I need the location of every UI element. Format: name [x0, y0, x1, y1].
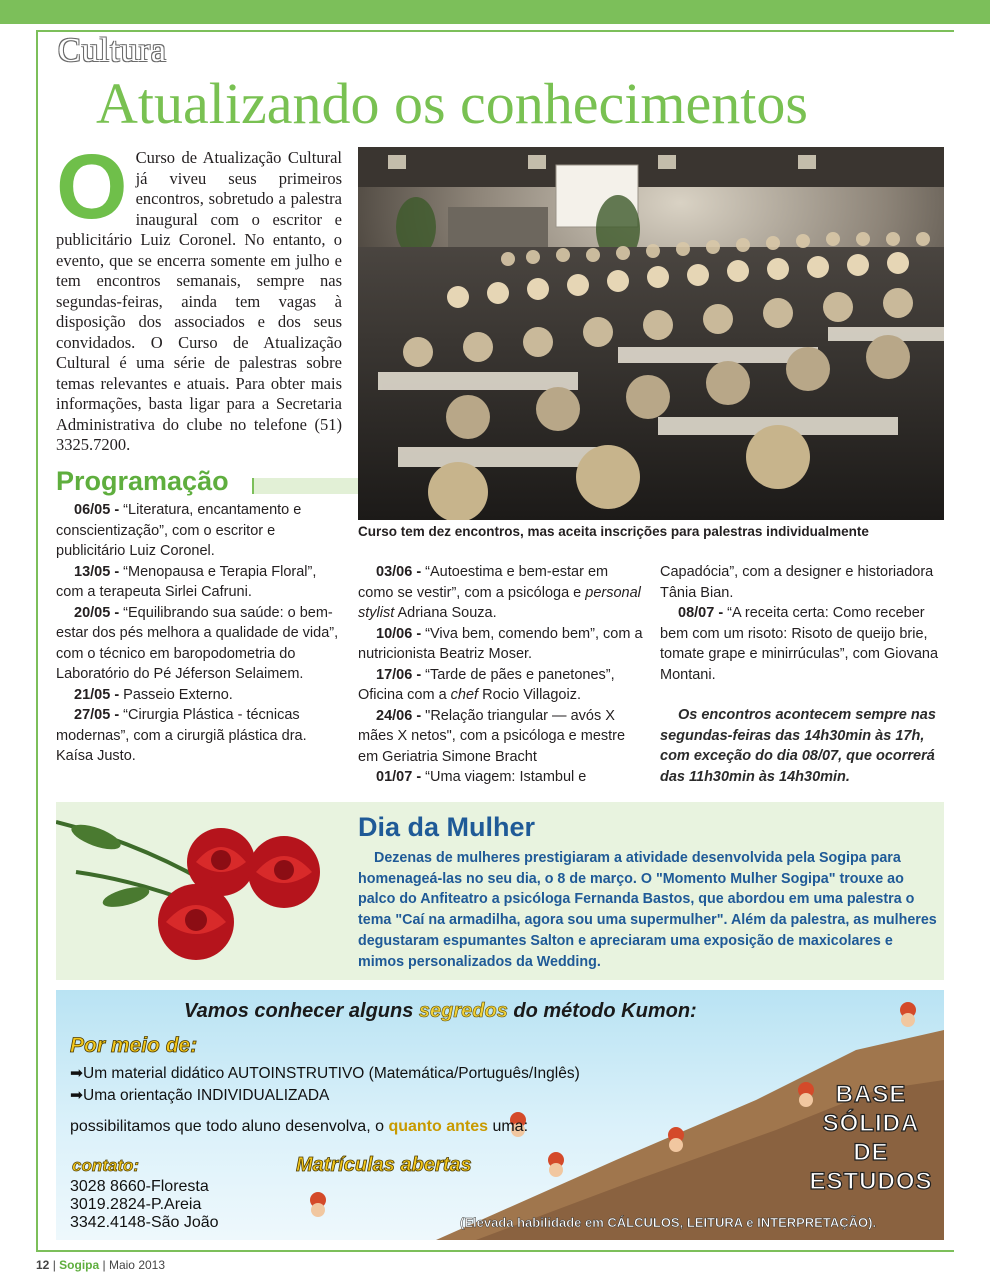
photo-caption: Curso tem dez encontros, mas aceita inscrições para palestras individualmente [358, 524, 869, 539]
schedule-item: 10/06 - “Viva bem, comendo bem”, com a nutricionista Beatriz Moser. [358, 625, 643, 662]
schedule-item: 08/07 - “A receita certa: Como receber bem com um risoto: Risoto de queijo brie, tomate grape e minirrúculas”, com Giovana Montani. [660, 605, 939, 683]
schedule-item: 17/06 - “Tarde de pães e panetones”, Oficina com a chef Rocio Villagoiz. [358, 666, 615, 703]
programacao-title-bar [252, 478, 358, 494]
kumon-item-1: ➡Um material didático AUTOINSTRUTIVO (Matemática/Português/Inglês) [70, 1065, 580, 1082]
kumon-phone: 3342.4148-São João [70, 1214, 219, 1231]
schedule-item: 21/05 - Passeio Externo. [74, 686, 233, 703]
programacao-title: Programação [56, 466, 229, 496]
kumon-footnote: (Elevada habilidade em CÁLCULOS, LEITURA e INTERPRETAÇÃO). [460, 1215, 877, 1230]
footer-brand: Sogipa [59, 1258, 100, 1272]
schedule-column-2 [358, 562, 644, 788]
kumon-item-2: ➡Uma orientação INDIVIDUALIZADA [70, 1087, 330, 1104]
drop-cap: O [56, 136, 128, 238]
kumon-phone: 3019.2824-P.Areia [70, 1196, 202, 1213]
intro-paragraph [56, 136, 342, 456]
dia-da-mulher-text: Dezenas de mulheres prestigiaram a atividade desenvolvida pela Sogipa para homenageá-las no seu dia, o 8 de março. O "Momento Mulher Sogipa" trouxe ao palco do Anfiteatro a psicóloga Fernanda Bastos, que abordou em uma palestra o tema "Caí na armadilha, agora sou uma supermulher". Além da palestra, as mulheres degustaram espumantes Salton e apreciaram uma exposição de maxicolares e mimos personalizados da Wedding. [358, 850, 937, 970]
kumon-line: possibilitamos que todo aluno desenvolva, o quanto antes uma: [70, 1118, 529, 1135]
page-footer: 12 | Sogipa | Maio 2013 [36, 1258, 166, 1272]
arrow-icon: ➡ [70, 1065, 83, 1082]
dia-da-mulher-title: Dia da Mulher [358, 812, 536, 842]
schedule-item: 27/05 - “Cirurgia Plástica - técnicas modernas”, com a cirurgiã plástica dra. Kaísa Justo. [56, 707, 307, 764]
kumon-base-solida: BASE SÓLIDA DE ESTUDOS [809, 1081, 933, 1195]
schedule-item: 13/05 - “Menopausa e Terapia Floral”, com a terapeuta Sirlei Cafruni. [56, 563, 317, 600]
schedule-item: 03/06 - “Autoestima e bem-estar em como se vestir”, com a psicóloga e personal stylist Adriana Souza. [358, 564, 641, 621]
schedule-column-1 [56, 500, 342, 767]
footer-issue: Maio 2013 [108, 1258, 166, 1272]
kumon-contato-label: contato: [72, 1156, 140, 1175]
top-green-bar [0, 0, 990, 24]
section-label: Cultura [58, 32, 167, 69]
schedule-item: 24/06 - "Relação triangular — avós X mães X netos", com a psicóloga e mestre em Geriatria Simone Bracht [358, 707, 626, 765]
kumon-por-meio: Por meio de: [70, 1034, 198, 1057]
schedule-note: Os encontros acontecem sempre nas segundas-feiras das 14h30min às 17h, com exceção do dia 08/07, que ocorrerá das 11h30min às 14h30min. [660, 707, 936, 785]
kumon-matriculas: Matrículas abertas [296, 1154, 472, 1176]
schedule-column-3 [660, 562, 944, 787]
schedule-item: 06/05 - “Literatura, encantamento e conscientização”, com o escritor e publicitário Luiz Coronel. [56, 502, 302, 559]
page-number: 12 [36, 1258, 50, 1272]
article-headline: Atualizando os conhecimentos [96, 71, 808, 136]
schedule-item: 20/05 - “Equilibrando sua saúde: o bem-estar dos pés melhora a qualidade de vida”, com o técnico em baropodometria do Laboratório do Pé Jéferson Selaimem. [56, 604, 339, 682]
arrow-icon: ➡ [70, 1087, 83, 1104]
intro-text: Curso de Atualização Cultural já viveu seus primeiros encontros, sobretudo a palestra inaugural com o escritor e publicitário Luiz Coronel. No entanto, o evento, que se encerra somente em julho e tem encontros semanais, sempre nas segundas-feiras, ainda tem vagas à disposição dos associados e dos seus convidados. O Curso de Atualização Cultural é uma série de palestras sobre temas relevantes e atuais. Para obter mais informações, basta ligar para a Secretaria Administrativa do clube no telefone (51) 3325.7200. [56, 148, 342, 454]
page-frame-top [36, 30, 954, 32]
kumon-phone: 3028 8660-Floresta [70, 1178, 209, 1195]
roses-illustration [56, 802, 356, 980]
auditorium-photo-illustration [358, 147, 944, 520]
kumon-title: Vamos conhecer alguns segredos do método Kumon: [184, 1000, 697, 1022]
schedule-item-continued: Capadócia”, com a designer e historiadora Tânia Bian. [660, 564, 934, 601]
auditorium-photo [358, 147, 944, 520]
schedule-item: 01/07 - “Uma viagem: Istambul e [376, 769, 587, 785]
